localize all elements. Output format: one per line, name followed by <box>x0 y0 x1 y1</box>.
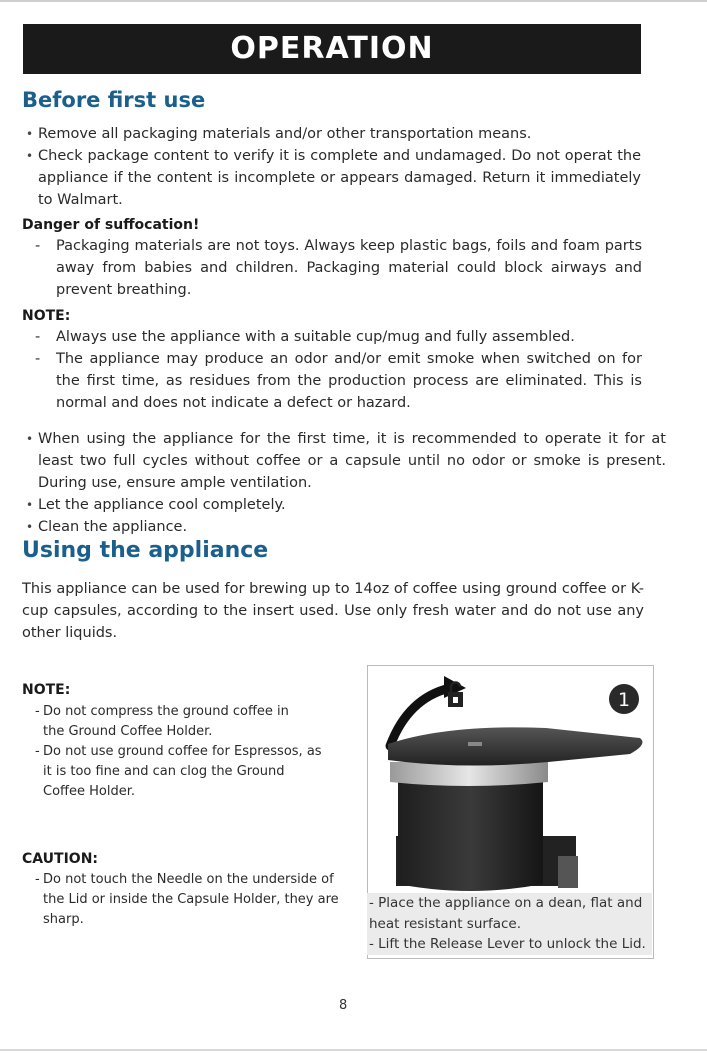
bullet-remove-packaging: Remove all packaging materials and/or other transportation means. <box>38 126 532 142</box>
page-number: 8 <box>339 998 348 1013</box>
dash-marker: - <box>35 704 40 719</box>
bullet-cool: Let the appliance cool completely. <box>38 497 286 513</box>
caution-title: CAUTION: <box>22 851 99 867</box>
bullet-dot: • <box>26 127 34 141</box>
bullet-dot: • <box>26 520 34 534</box>
lid <box>388 727 642 765</box>
note-espresso: Do not use ground coffee for Espressos, as it is too fine and can clog the Ground Coffee Holder. <box>43 744 322 799</box>
note-compress: Do not compress the ground coffee in the Ground Coffee Holder. <box>43 704 289 739</box>
dash-marker: - <box>35 238 41 254</box>
caution-needle: Do not touch the Needle on the underside of the Lid or inside the Capsule Holder, they are sharp. <box>43 872 339 927</box>
top-rule <box>0 0 707 2</box>
bullet-first-time-cycles: When using the appliance for the first time, it is recommended to operate it for at least two full cycles without coffee or a capsule until no odor or smoke is present. During use, ensure ample ventilation. <box>38 431 666 491</box>
note-item-odor: The appliance may produce an odor and/or emit smoke when switched on for the first time, as residues from the production process are eliminated. This is normal and does not indicate a defect or hazard. <box>56 351 642 411</box>
using-intro: This appliance can be used for brewing up to 14oz of coffee using ground coffee or K-cup capsules, according to the insert used. Use only fresh water and do not use any other liquids. <box>22 581 644 641</box>
note-item-suitable-cup: Always use the appliance with a suitable cup/mug and fully assembled. <box>56 329 575 345</box>
dash-marker: - <box>35 329 41 345</box>
note-title: NOTE: <box>22 308 71 324</box>
bullet-check-content: Check package content to verify it is complete and undamaged. Do not operat the appliance if the content is incomplete or appears damaged. Return it immediately to Walmart. <box>38 148 641 208</box>
bullet-dot: • <box>26 498 34 512</box>
section-banner: OPERATION <box>23 24 641 74</box>
using-appliance-heading: Using the appliance <box>22 538 269 563</box>
bullet-clean: Clean the appliance. <box>38 519 188 535</box>
bullet-dot: • <box>26 432 34 446</box>
danger-text: Packaging materials are not toys. Always keep plastic bags, foils and foam parts away from babies and children. Packaging material could block airways and prevent breathing. <box>56 238 642 298</box>
bullet-dot: • <box>26 149 34 163</box>
using-note-title: NOTE: <box>22 682 71 698</box>
step-number-text: 1 <box>617 689 631 711</box>
bottom-rule <box>0 1049 707 1051</box>
dash-marker: - <box>35 351 41 367</box>
dash-marker: - <box>35 744 40 759</box>
metal-band <box>390 762 548 786</box>
step-1-caption <box>367 893 652 955</box>
before-first-use-heading: Before first use <box>22 88 206 112</box>
caption-line-place: - Place the appliance on a dean, flat and heat resistant surface. <box>369 895 643 932</box>
caption-line-lift: - Lift the Release Lever to unlock the Lid. <box>369 936 646 952</box>
dash-marker: - <box>35 872 40 887</box>
danger-title: Danger of suffocation! <box>22 217 200 233</box>
